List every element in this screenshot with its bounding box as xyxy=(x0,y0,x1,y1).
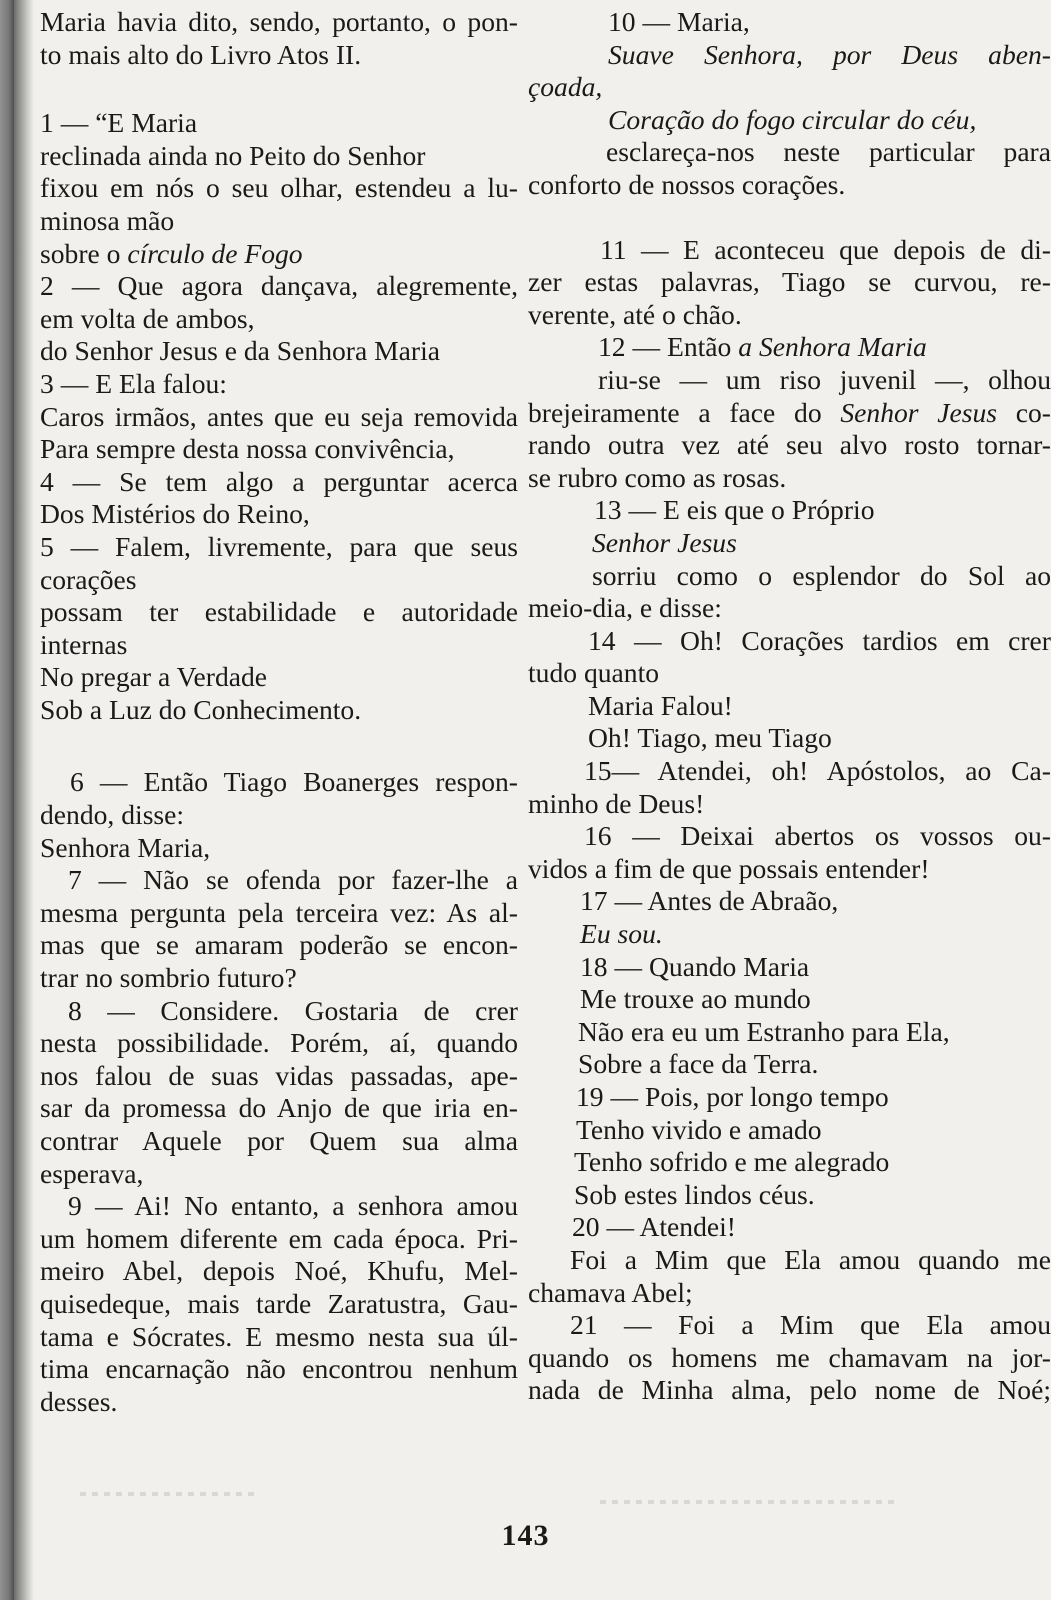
text-line xyxy=(40,238,518,271)
text-line: zer estas palavras, Tiago se curvou, re- xyxy=(528,266,1051,298)
text-line: tama e Sócrates. E mesmo nesta sua úl- xyxy=(40,1320,518,1352)
text-line: desses. xyxy=(40,1385,118,1417)
text-run: sobre o xyxy=(40,237,121,269)
text-line: minho de Deus! xyxy=(528,787,705,819)
text-line xyxy=(528,331,1051,364)
page-number: 143 xyxy=(501,1519,550,1552)
text-line: tima encarnação não encontrou nenhum xyxy=(40,1353,518,1385)
text-line: Sobre a face da Terra. xyxy=(578,1048,819,1080)
text-line: Para sempre desta nossa convivência, xyxy=(40,433,455,465)
text-line: rando outra vez até seu alvo rosto tornar- xyxy=(528,429,1051,461)
text-line: Foi a Mim que Ela amou quando me xyxy=(570,1243,1051,1275)
text-line: Caros irmãos, antes que eu seja removida xyxy=(40,400,518,432)
text-line: to mais alto do Livro Atos II. xyxy=(40,38,362,70)
text-line: Maria Falou! xyxy=(588,689,733,721)
text-line: Sob estes lindos céus. xyxy=(574,1178,815,1210)
text-line: Senhora Maria, xyxy=(40,831,211,863)
text-line: 7 — Não se ofenda por fazer-lhe a xyxy=(68,864,518,896)
text-line: esclareça-nos neste particular para xyxy=(606,136,1051,168)
text-line: riu-se — um riso juvenil —, olhou xyxy=(598,363,1051,395)
text-line: 8 — Considere. Gostaria de crer xyxy=(68,994,518,1026)
italic-text: Suave Senhora, por Deus aben- xyxy=(608,38,1051,70)
text-line: fixou em nós o seu olhar, estendeu a lu- xyxy=(40,172,518,204)
text-line: 13 — E eis que o Próprio xyxy=(594,494,875,526)
text-run: 10 — Maria, xyxy=(608,6,750,37)
text-line: tudo quanto xyxy=(528,657,660,689)
italic-text: Senhor Jesus xyxy=(840,396,998,428)
text-line: No pregar a Verdade xyxy=(40,661,268,693)
text-line: mesma pergunta pela terceira vez: As al- xyxy=(40,896,518,928)
text-line: 2 — Que agora dançava, alegremente, xyxy=(40,270,518,302)
text-line: verente, até o chão. xyxy=(528,298,742,330)
text-line: nos falou de suas vidas passadas, ape- xyxy=(40,1059,518,1091)
text-line: Tenho sofrido e me alegrado xyxy=(574,1146,890,1178)
italic-text: Coração do fogo circular do céu, xyxy=(608,103,977,135)
italic-text: Senhor Jesus xyxy=(592,526,737,558)
italic-text: Eu sou. xyxy=(580,918,663,950)
text-line: um homem diferente em cada época. Pri- xyxy=(40,1222,518,1254)
text-line: do Senhor Jesus e da Senhora Maria xyxy=(40,335,441,367)
text-line: se rubro como as rosas. xyxy=(528,461,787,493)
text-line: 4 — Se tem algo a perguntar acerca xyxy=(40,465,518,497)
text-line: reclinada ainda no Peito do Senhor xyxy=(40,139,426,171)
text-line: 1 — “E Maria xyxy=(40,107,198,139)
text-line: meio-dia, e disse: xyxy=(528,592,722,624)
text-line: 3 — E Ela falou: xyxy=(40,367,227,399)
text-line: possam ter estabilidade e autoridade xyxy=(40,596,518,628)
text-line: trar no sombrio futuro? xyxy=(40,962,297,994)
text-line: 9 — Ai! No entanto, a senhora amou xyxy=(68,1190,518,1222)
text-line: 21 — Foi a Mim que Ela amou xyxy=(570,1309,1051,1341)
text-run: brejeiramente a face do xyxy=(528,396,822,428)
text-line: 14 — Oh! Corações tardios em crer xyxy=(588,624,1051,656)
text-line xyxy=(528,397,1051,430)
book-binding-edge xyxy=(0,0,14,1600)
text-line: 16 — Deixai abertos os vossos ou- xyxy=(584,820,1051,852)
text-line: Tenho vivido e amado xyxy=(576,1113,822,1145)
text-line: esperava, xyxy=(40,1157,144,1189)
text-line: 17 — Antes de Abraão, xyxy=(580,885,839,917)
text-line: mas que se amaram poderão se encon- xyxy=(40,929,518,961)
italic-text: círculo de Fogo xyxy=(127,237,303,269)
text-line xyxy=(528,6,1051,39)
text-line: Dos Mistérios do Reino, xyxy=(40,498,310,530)
text-line: contrar Aquele por Quem sua alma xyxy=(40,1125,518,1156)
text-line: dendo, disse: xyxy=(40,799,185,831)
left-text-column xyxy=(40,6,518,1418)
text-line: vidos a fim de que possais entender! xyxy=(528,852,930,884)
text-run: 12 — Então xyxy=(598,331,732,363)
text-line: Não era eu um Estranho para Ela, xyxy=(578,1015,950,1047)
text-line: sorriu como o esplendor do Sol ao xyxy=(592,559,1051,591)
text-line: Me trouxe ao mundo xyxy=(580,983,811,1015)
text-line: 15— Atendei, oh! Apóstolos, ao Ca- xyxy=(584,755,1051,787)
italic-text: a Senhora Maria xyxy=(738,331,927,363)
text-line: nesta possibilidade. Porém, aí, quando xyxy=(40,1027,518,1059)
text-line: 11 — E aconteceu que depois de di- xyxy=(600,233,1051,265)
text-line: sar da promessa do Anjo de que iria en- xyxy=(40,1092,518,1124)
print-smudge xyxy=(600,1500,900,1504)
text-line: 19 — Pois, por longo tempo xyxy=(576,1081,889,1112)
italic-text: çoada, xyxy=(528,71,603,103)
text-line: 18 — Quando Maria xyxy=(580,950,810,982)
text-line: minosa mão xyxy=(40,204,175,236)
text-line: corações xyxy=(40,563,137,595)
text-line: meiro Abel, depois Noé, Khufu, Mel- xyxy=(40,1255,518,1287)
right-text-column xyxy=(528,6,1051,1407)
text-line: internas xyxy=(40,628,128,660)
print-smudge xyxy=(80,1492,260,1496)
text-line: quisedeque, mais tarde Zaratustra, Gau- xyxy=(40,1287,518,1319)
text-line: 20 — Atendei! xyxy=(572,1211,736,1243)
text-line: em volta de ambos, xyxy=(40,302,255,334)
text-line: quando os homens me chamavam na jor- xyxy=(528,1341,1051,1373)
text-line: Sob a Luz do Conhecimento. xyxy=(40,693,362,725)
text-line: 6 — Então Tiago Boanerges respon- xyxy=(70,766,518,798)
text-line: Oh! Tiago, meu Tiago xyxy=(588,722,832,754)
text-line: nada de Minha alma, pelo nome de Noé; xyxy=(528,1374,1051,1406)
text-run: co- xyxy=(1015,396,1051,428)
text-line: chamava Abel; xyxy=(528,1276,693,1308)
text-line: Maria havia dito, sendo, portanto, o pon- xyxy=(40,6,518,37)
text-line: 5 — Falem, livremente, para que seus xyxy=(40,530,518,562)
text-line: conforto de nossos corações. xyxy=(528,168,846,200)
